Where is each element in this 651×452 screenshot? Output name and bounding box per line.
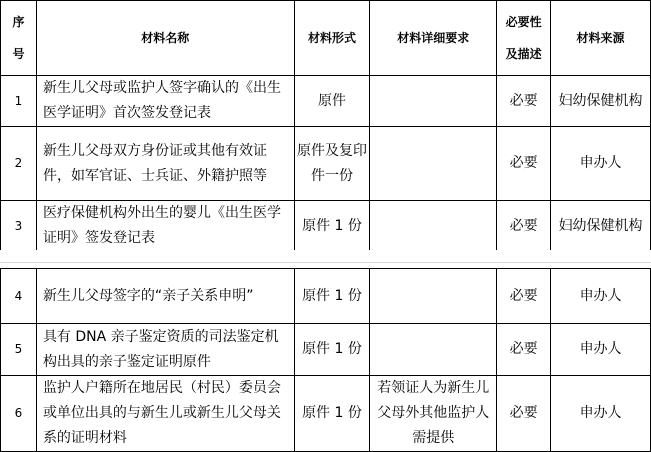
material-source: 妇幼保健机构	[551, 201, 651, 252]
material-name: 新生儿父母双方身份证或其他有效证件，如军官证、士兵证、外籍护照等	[36, 127, 294, 201]
material-name: 医疗保健机构外出生的婴儿《出生医学证明》签发登记表	[36, 201, 294, 252]
material-source: 申办人	[551, 324, 651, 376]
necessity: 必要	[497, 376, 551, 452]
header-material-name: 材料名称	[36, 1, 294, 76]
header-material-source: 材料来源	[551, 1, 651, 76]
row-number: 3	[1, 201, 37, 252]
table-row	[1, 201, 651, 252]
material-detail	[370, 127, 497, 201]
material-name: 监护人户籍所在地居民（村民）委员会或单位出具的与新生儿或新生儿父母关系的证明材料	[36, 376, 294, 452]
material-detail	[370, 269, 497, 324]
material-name: 新生儿父母或监护人签字确认的《出生医学证明》首次签发登记表	[36, 76, 294, 127]
row-number: 1	[1, 76, 37, 127]
header-number: 序 号	[1, 1, 37, 76]
header-necessity: 必要性 及描述	[497, 1, 551, 76]
necessity: 必要	[497, 201, 551, 252]
material-source: 申办人	[551, 269, 651, 324]
row-number: 2	[1, 127, 37, 201]
necessity: 必要	[497, 324, 551, 376]
table-row	[1, 376, 651, 452]
material-detail: 若领证人为新生儿父母外其他监护人需提供	[370, 376, 497, 452]
material-form: 原件 1 份	[294, 269, 370, 324]
material-detail	[370, 76, 497, 127]
table-row	[1, 324, 651, 376]
materials-table-bottom	[0, 268, 651, 452]
page-gap	[0, 250, 651, 268]
header-material-form: 材料形式	[294, 1, 370, 76]
material-form: 原件 1 份	[294, 376, 370, 452]
necessity: 必要	[497, 269, 551, 324]
material-detail	[370, 201, 497, 252]
table-row	[1, 127, 651, 201]
table-row	[1, 269, 651, 324]
header-row	[1, 1, 651, 76]
material-form: 原件 1 份	[294, 201, 370, 252]
row-number: 5	[1, 324, 37, 376]
row-number: 4	[1, 269, 37, 324]
header-material-detail: 材料详细要求	[370, 1, 497, 76]
material-form: 原件	[294, 76, 370, 127]
page-divider	[0, 262, 651, 263]
material-form: 原件及复印件一份	[294, 127, 370, 201]
material-name: 新生儿父母签字的“亲子关系申明”	[36, 269, 294, 324]
row-number: 6	[1, 376, 37, 452]
necessity: 必要	[497, 76, 551, 127]
material-source: 妇幼保健机构	[551, 76, 651, 127]
necessity: 必要	[497, 127, 551, 201]
material-name: 具有 DNA 亲子鉴定资质的司法鉴定机构出具的亲子鉴定证明原件	[36, 324, 294, 376]
material-detail	[370, 324, 497, 376]
material-source: 申办人	[551, 127, 651, 201]
table-row	[1, 76, 651, 127]
material-form: 原件 1 份	[294, 324, 370, 376]
material-source: 申办人	[551, 376, 651, 452]
